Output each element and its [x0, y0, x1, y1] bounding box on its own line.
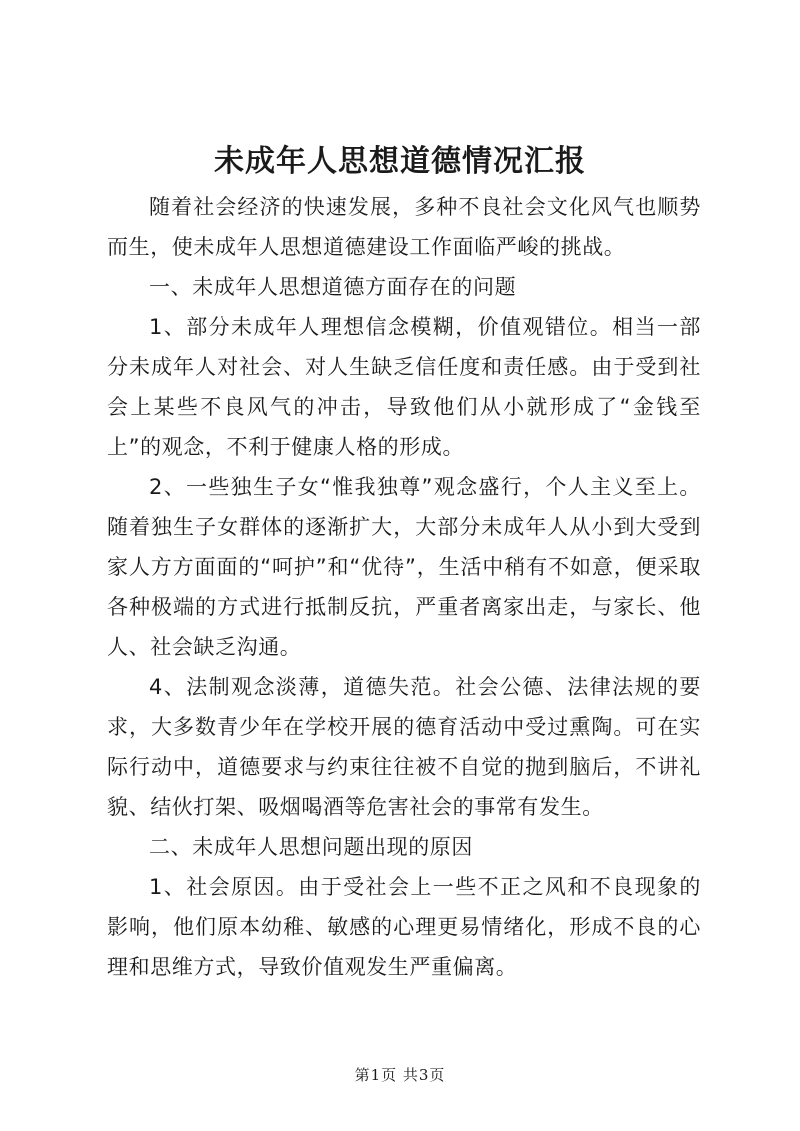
- section-heading-problems: 一、未成年人思想道德方面存在的问题: [149, 275, 517, 299]
- paragraph-problem-1: 1、部分未成年人理想信念模糊，价值观错位。相当一部分未成年人对社会、对人生缺乏信任度和责任感。由于受到社会上某些不良风气的冲击，导致他们从小就形成了“金钱至上”的观念，不利于健康人格的形成。: [107, 315, 701, 459]
- document-title: 未成年人思想道德情况汇报: [214, 144, 586, 179]
- paragraph-problem-2: 2、一些独生子女“惟我独尊”观念盛行，个人主义至上。随着独生子女群体的逐渐扩大，大部分未成年人从小到大受到家人方方面面的“呵护”和“优待”，生活中稍有不如意，便采取各种极端的方式进行抵制反抗，严重者离家出走，与家长、他人、社会缺乏沟通。: [107, 475, 701, 659]
- paragraph-intro: 随着社会经济的快速发展，多种不良社会文化风气也顺势而生，使未成年人思想道德建设工作面临严峻的挑战。: [107, 195, 701, 259]
- section-heading-causes: 二、未成年人思想问题出现的原因: [149, 835, 473, 859]
- document-body: [107, 187, 701, 987]
- paragraph-cause-1: 1、社会原因。由于受社会上一些不正之风和不良现象的影响，他们原本幼稚、敏感的心理更易情绪化，形成不良的心理和思维方式，导致价值观发生严重偏离。: [107, 875, 701, 979]
- page-number-footer: 第1页 共3页: [354, 1066, 446, 1084]
- paragraph-problem-4: 4、法制观念淡薄，道德失范。社会公德、法律法规的要求，大多数青少年在学校开展的德育活动中受过熏陶。可在实际行动中，道德要求与约束往往被不自觉的抛到脑后，不讲礼貌、结伙打架、吸烟喝酒等危害社会的事常有发生。: [107, 675, 701, 819]
